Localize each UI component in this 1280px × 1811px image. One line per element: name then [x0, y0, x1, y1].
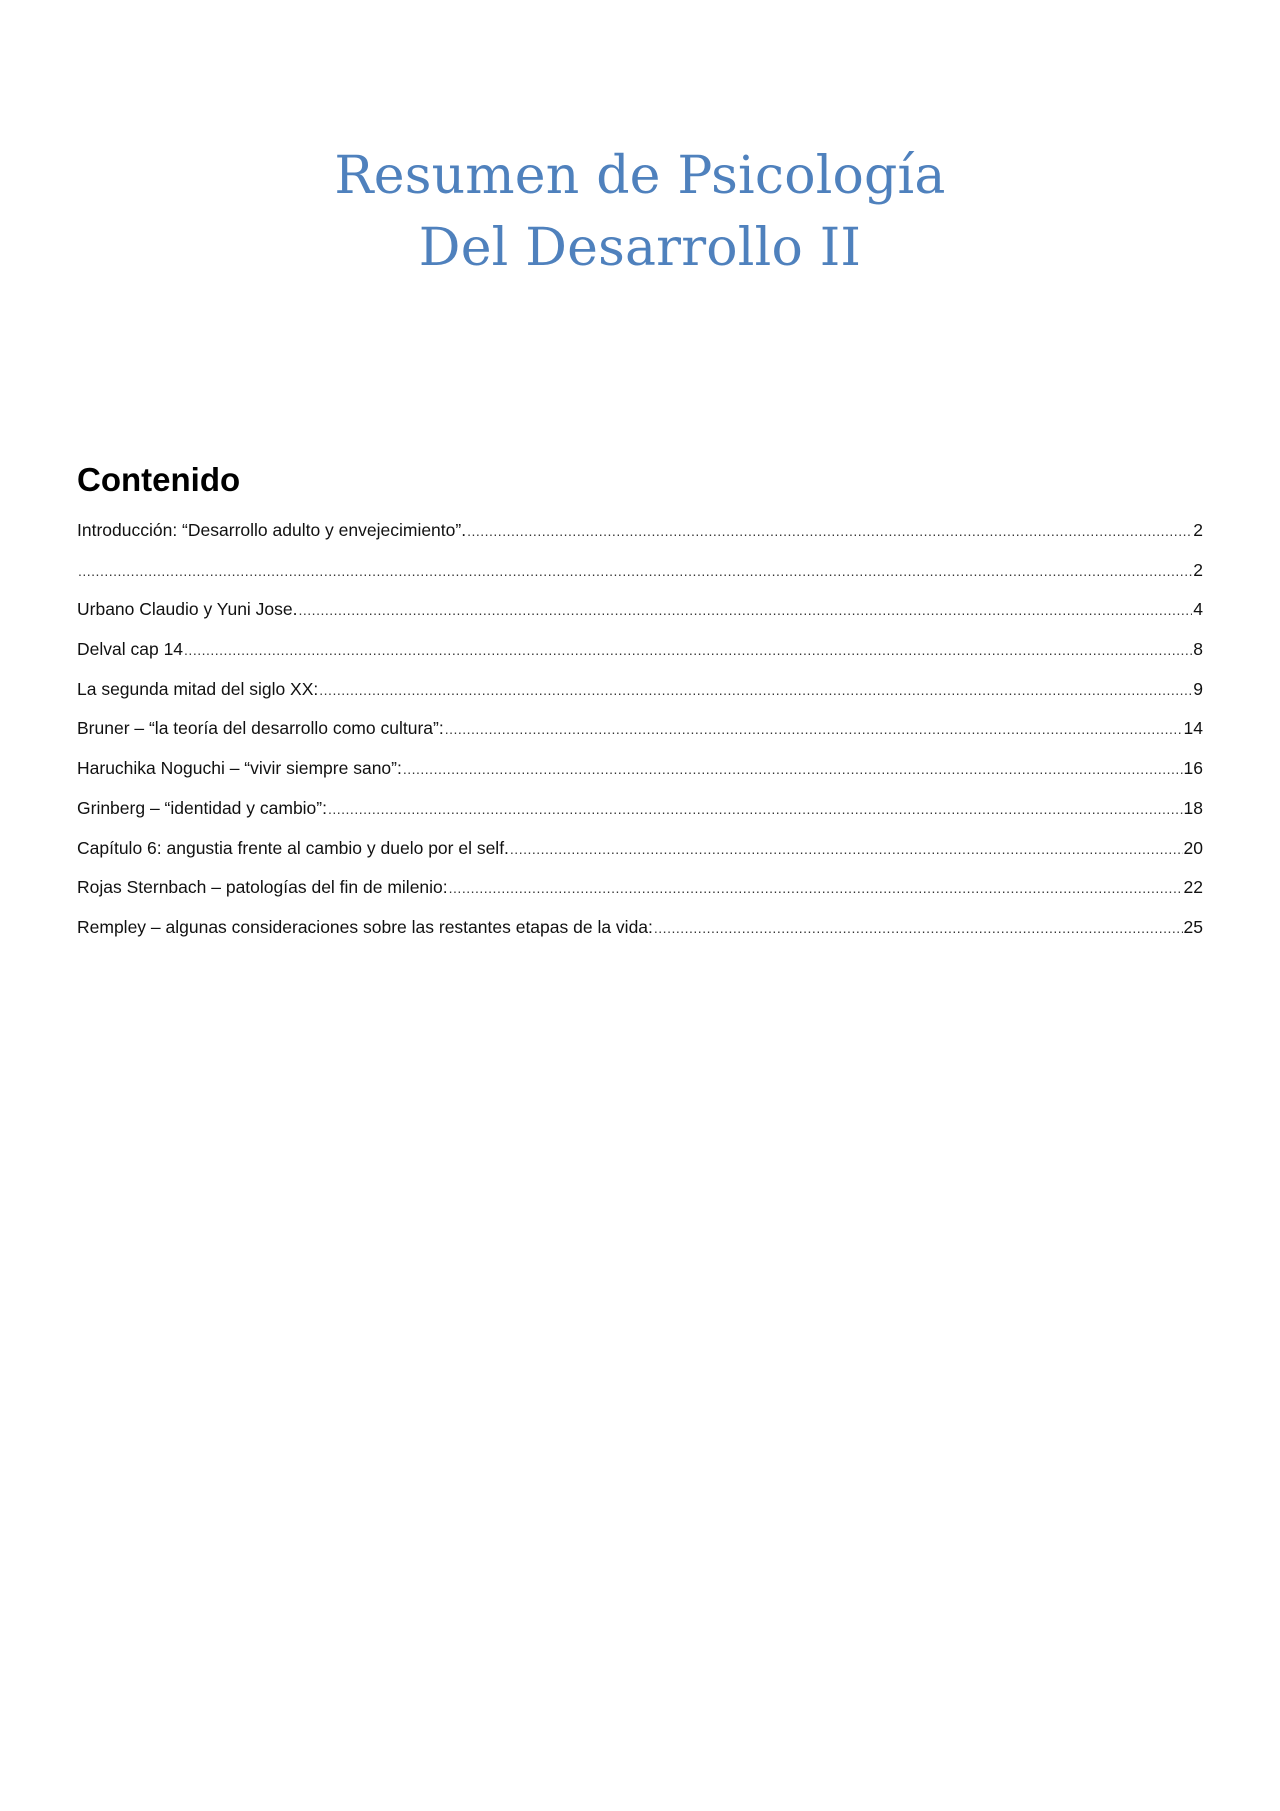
toc-entry-label: Haruchika Noguchi – “vivir siempre sano”: — [77, 758, 402, 779]
toc-entry-label: Delval cap 14 — [77, 639, 184, 660]
toc-entry-leader — [328, 801, 1183, 817]
toc-entry-page: 2 — [1193, 559, 1203, 580]
toc-entry-leader — [449, 880, 1183, 896]
toc-entry-leader — [299, 602, 1193, 618]
toc-entry[interactable] — [77, 639, 1203, 679]
toc-entry-page: 9 — [1193, 678, 1203, 699]
toc-entry[interactable] — [77, 917, 1203, 957]
toc-entry-leader — [467, 523, 1192, 539]
toc-entry-page: 20 — [1183, 837, 1203, 858]
toc-entry-page: 22 — [1183, 877, 1203, 898]
toc-entry[interactable] — [77, 520, 1203, 560]
toc-entry-label: Urbano Claudio y Yuni Jose. — [77, 599, 298, 620]
toc-heading: Contenido — [77, 461, 241, 498]
toc-entry-page: 14 — [1183, 718, 1203, 739]
toc-entry-leader — [445, 721, 1183, 737]
toc-entry-label: Bruner – “la teoría del desarrollo como cultura”: — [77, 718, 444, 739]
toc-entry-label: Capítulo 6: angustia frente al cambio y duelo por el self. — [77, 837, 509, 858]
toc-entry[interactable] — [77, 758, 1203, 798]
title-line-1: Resumen de Psicología — [334, 146, 946, 206]
toc-entry-leader — [78, 563, 1192, 579]
toc-entry[interactable] — [77, 838, 1203, 878]
document-title — [0, 140, 1280, 284]
toc-entry[interactable] — [77, 679, 1203, 719]
toc-entry-page: 25 — [1183, 916, 1203, 937]
toc-entry[interactable] — [77, 877, 1203, 917]
toc-entry-label: Rojas Sternbach – patologías del fin de milenio: — [77, 877, 448, 898]
toc-entry-page: 4 — [1193, 599, 1203, 620]
toc-entry-leader — [184, 642, 1192, 658]
toc-entry-leader — [654, 920, 1183, 936]
toc-entry-leader — [403, 761, 1183, 777]
toc-entry-label: La segunda mitad del siglo XX: — [77, 678, 319, 699]
toc-entry-label: Introducción: “Desarrollo adulto y envejecimiento”. — [77, 520, 467, 540]
toc-entry-leader — [510, 841, 1183, 857]
toc-entry-page: 8 — [1193, 639, 1203, 660]
toc-entry-page: 16 — [1183, 758, 1203, 779]
title-line-2: Del Desarrollo II — [418, 218, 862, 278]
toc-entry[interactable] — [77, 599, 1203, 639]
toc-entry[interactable] — [77, 798, 1203, 838]
toc-entry-page: 18 — [1183, 797, 1203, 818]
table-of-contents — [77, 520, 1203, 957]
toc-entry-page: 2 — [1193, 520, 1203, 540]
toc-entry-label: Rempley – algunas consideraciones sobre las restantes etapas de la vida: — [77, 916, 653, 937]
toc-entry-label: Grinberg – “identidad y cambio”: — [77, 797, 327, 818]
toc-entry[interactable] — [77, 718, 1203, 758]
toc-entry-leader — [319, 682, 1192, 698]
toc-entry[interactable] — [77, 560, 1203, 600]
